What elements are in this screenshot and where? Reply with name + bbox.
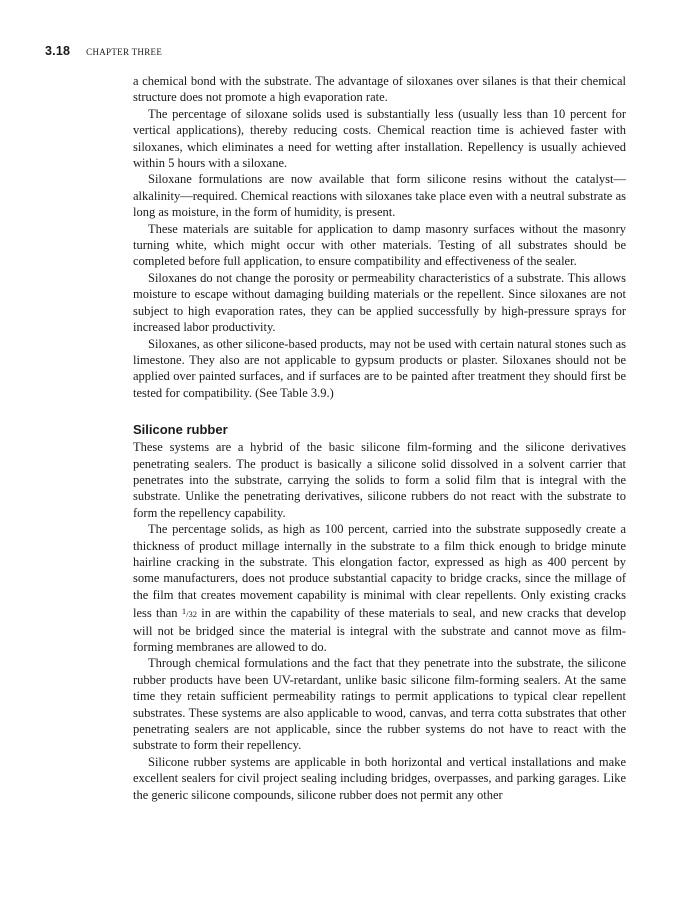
paragraph: a chemical bond with the substrate. The advantage of siloxanes over silanes is that their chemical structure does not promote a high evaporation rate. [133, 74, 626, 105]
paragraph: Through chemical formulations and the fact that they penetrate into the substrate, the silicone rubber products have been UV-retardant, unlike basic silicone film-forming sealers. At the same time they retain sufficient permeability ratings to permit applications to typical clear repellent substrates. These systems are also applicable to wood, canvas, and terra cotta substrates that other penetrating sealers are not applicable, since the rubber systems do not have to react with the substrate to form their repellency. [133, 656, 626, 753]
paragraph: Siloxane formulations are now available that form silicone resins without the catalyst—alkalinity—required. Chemical reactions with siloxanes take place even with a neutral substrate as long as moisture, in the form of humidity, is present. [133, 172, 626, 220]
paragraph: Siloxanes, as other silicone-based products, may not be used with certain natural stones such as limestone. They also are not applicable to gypsum products or plaster. Siloxanes should not be applied over painted surfaces, and if surfaces are to be painted after treatment they should first be tested for compatibility. (See Table 3.9.) [133, 336, 626, 400]
fraction-slash: / [186, 609, 189, 620]
paragraph: Siloxanes do not change the porosity or permeability characteristics of a substrate. This allows moisture to escape without damaging building materials or the repellent. Since siloxanes are not subject to high evaporation rates, they can be applied successfully by high-pressure sprays for increased labor productivity. [133, 270, 626, 335]
paragraph: These materials are suitable for application to damp masonry surfaces without the masonry turning white, which might occur with other materials. Testing of all substrates should be completed before full application, to ensure compatibility and effectiveness of the sealer. [133, 221, 626, 269]
fraction-numerator: 1 [181, 606, 187, 617]
paragraph: These systems are a hybrid of the basic silicone film-forming and the silicone derivatives penetrating sealers. The product is basically a silicone solid dissolved in a solvent carrier that penetrates into the substrate, carrying the solids to form a solid film that is integral with the substrate. Unlike the penetrating derivatives, silicone rubbers do not react with the substrate to form the repellency capability. [133, 440, 626, 520]
paragraph: Silicone rubber systems are applicable in both horizontal and vertical installations and make excellent sealers for civil project sealing including bridges, overpasses, and parking garages. Like the generic silicone compounds, silicone rubber does not permit any other [133, 754, 626, 802]
paragraph: The percentage of siloxane solids used is substantially less (usually less than 10 percent for vertical applications), thereby reducing costs. Chemical reaction time is achieved faster with siloxanes, which eliminates a need for wetting after installation. Repellency is usually achieved within 5 hours with a siloxane. [133, 106, 626, 171]
chapter-label: CHAPTER THREE [86, 47, 163, 57]
body-text [133, 73, 626, 803]
fraction-denominator: 32 [188, 609, 197, 620]
running-head [45, 44, 162, 58]
paragraph-text: The percentage solids, as high as 100 percent, carried into the substrate supposedly create a thickness of product millage internally in the substrate to a film thick enough to bridge minute hairline cracking in the substrate. This elongation factor, expressed as high as 400 percent by some manufacturers, does not produce substantial capacity to bridge cracks, since the millage of the film that creates movement capability is minimal with clear repellents. Only existing cracks less than [133, 522, 626, 621]
section-heading: Silicone rubber [133, 422, 228, 438]
paragraph-text: in are within the capability of these materials to seal, and new cracks that develop will not be bridged since the material is integral with the substrate and cannot move as film-forming membranes are allowed to do. [133, 606, 626, 654]
paragraph [133, 521, 626, 655]
page-number: 3.18 [45, 44, 71, 58]
